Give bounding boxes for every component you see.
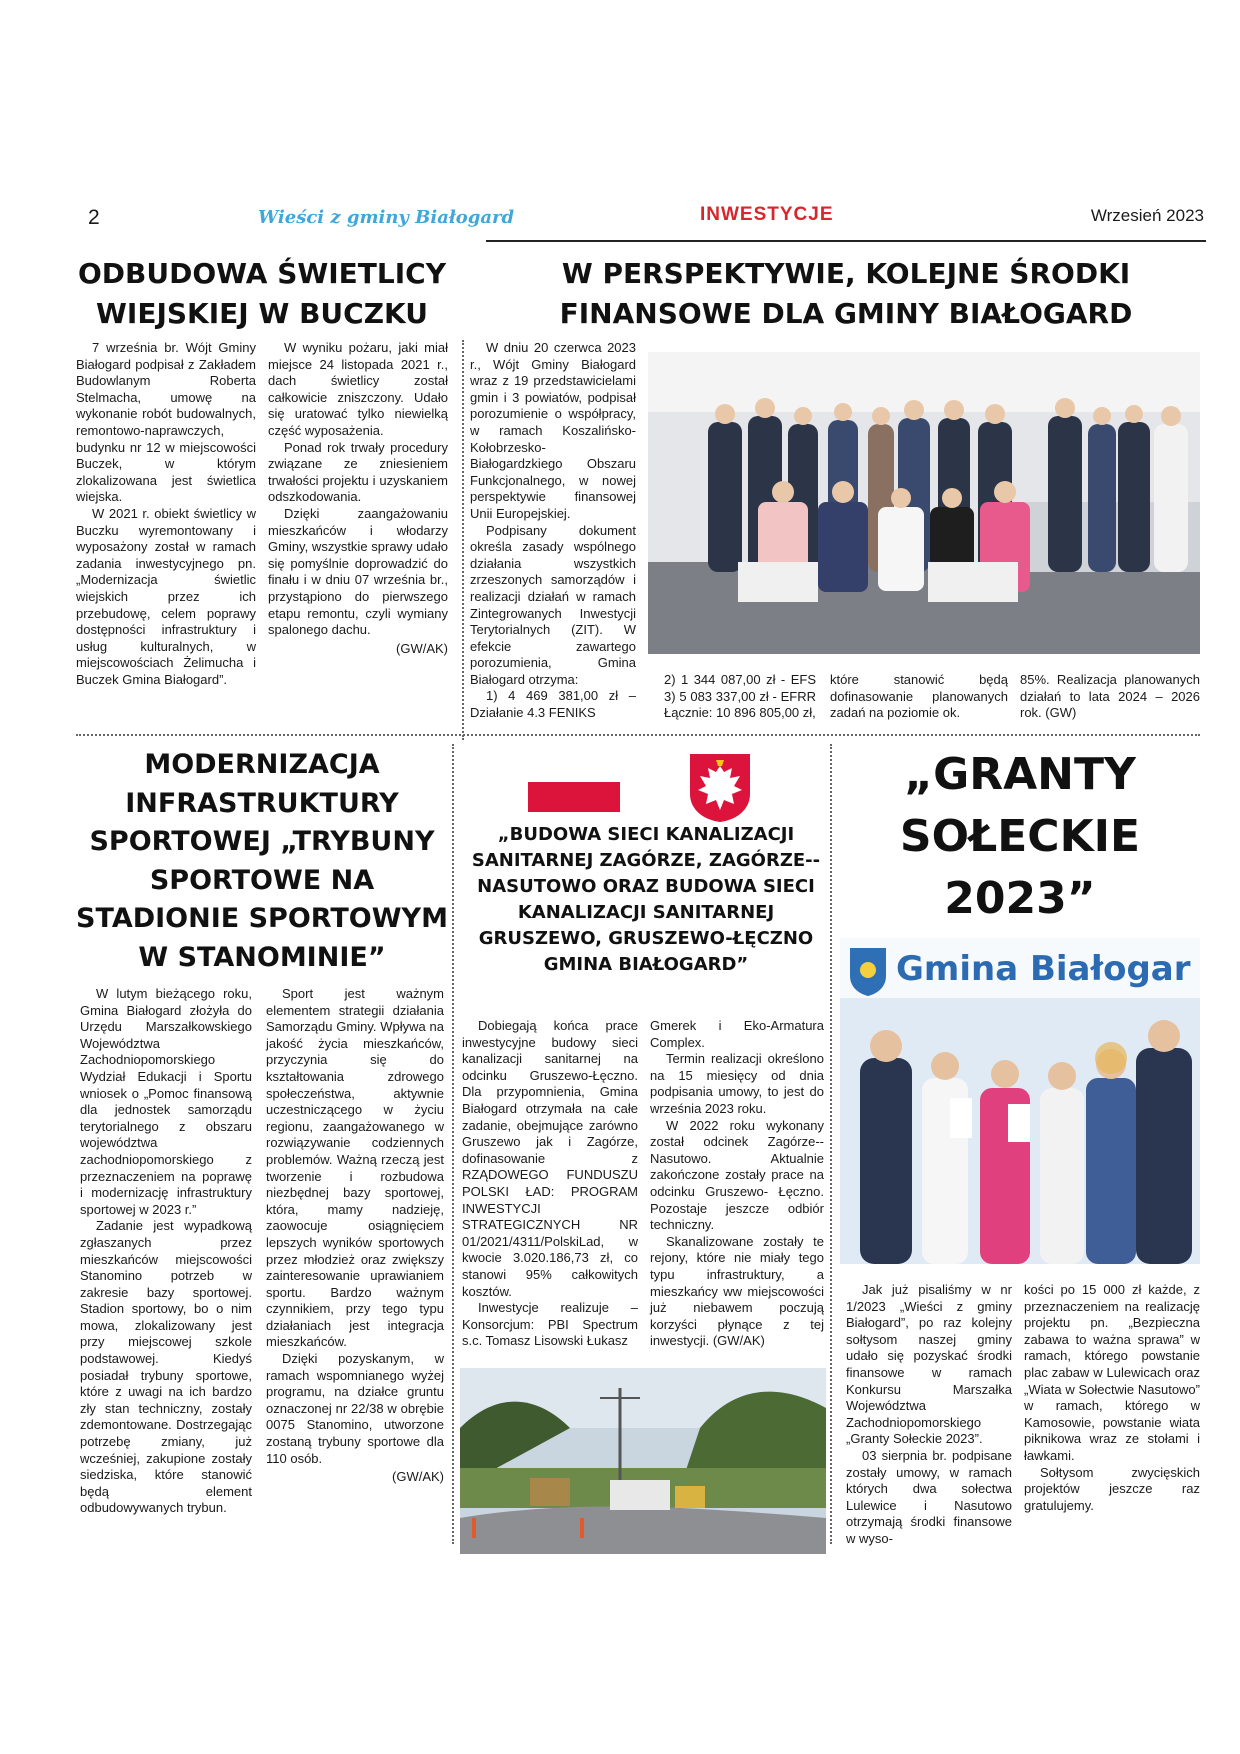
paragraph: Gmerek i Eko-Armatura Complex. — [650, 1018, 824, 1050]
article3-column1 — [80, 986, 252, 1517]
paragraph: W wyniku pożaru, jaki miał miejsce 24 listopada 2021 r., dach świetlicy został całkowicie zniszczony. Udało się uratować tylko niewielką część wyposażenia. — [268, 340, 448, 438]
paragraph: 1) 4 469 381,00 zł – Działanie 4.3 FENIKS — [470, 688, 636, 721]
polish-flag-red-stripe — [528, 782, 620, 812]
paragraph: W dniu 20 czerwca 2023 r., Wójt Gminy Białogard wraz z 19 przedstawicielami gmin i 3 powiatów, podpisał porozumienie o współpracy, w ramach Koszalińsko-Kołobrzesko-Białogardzkiego Obszaru Funkcjonalnego, w nowej perspektywie finansowej Unii Europejskiej. — [470, 340, 636, 521]
article1-column2 — [268, 340, 448, 657]
paragraph: Ponad rok trwały procedury związane ze zniesieniem trwałości projektu i uzyskaniem odszkodowania. — [268, 439, 448, 505]
newspaper-brand: Wieści z gminy Białogard — [258, 207, 515, 228]
paragraph: 03 sierpnia br. podpisane zostały umowy, w ramach których dwa sołectwa Lulewice i Nasutowo otrzymają środki finansowe w wyso- — [846, 1447, 1012, 1546]
paragraph: 7 września br. Wójt Gminy Białogard podpisał z Zakładem Budowlanym Roberta Stelmacha, umowę na wykonanie robót budowalnych, remontowo-naprawczych, budynku nr 12 w miejscowości Buczek, w którym zlokalizowana jest świetlica wiejska. — [76, 340, 256, 505]
article5-column2 — [1024, 1282, 1200, 1514]
paragraph: Zadanie jest wypadkową zgłaszanych przez mieszkańców miejscowości Stanomino potrzeb w zakresie bazy sportowej. Stadion sportowy, bo o nim mowa, zlokalizowany jest przy miejscowej szkole podstawowej. Kiedyś posiadał trybuny sportowe, które z uwagi na ich bardzo zły stan techniczny, zostały zdemontowane. Dostrzegając potrzebę zmiany, już wcześniej, zakupione zostały siedziska, które stanowić będą element odbudowywanych trybun. — [80, 1218, 252, 1516]
article3-column2 — [266, 986, 444, 1486]
construction-site-photo — [460, 1368, 826, 1554]
paragraph: Jak już pisaliśmy w nr 1/2023 „Wieści z gminy Białogard”, po raz kolejny sołtysom naszej gminy udało się pozyskać środki finansowe w ramach Konkursu Marszałka Województwa Zachodniopomorskiego „Granty Sołeckie 2023”. — [846, 1282, 1012, 1447]
paragraph: W 2022 roku wykonany został odcinek Zagórze--Nasutowo. Aktualnie zakończone zostały prace na odcinku Gruszewo- Łęczno. Pozostaje jeszcze odbiór techniczny. — [650, 1117, 824, 1233]
paragraph: Skanalizowane zostały te rejony, które nie miały tego typu infrastruktury, a mieszkańcy ww miejscowości już niebawem poczują korzyści płynące z tej inwestycji. (GW/AK) — [650, 1233, 824, 1349]
section-label: INWESTYCJE — [700, 204, 834, 225]
paragraph: Podpisany dokument określa zasady wspólnego działania wszystkich zrzeszonych samorządów i realizacji działań w ramach Zintegrowanych Inwestycji Terytorialnych (ZIT). W efekcie zawartego porozumienia, Gmina Białogard otrzyma: — [470, 522, 636, 687]
paragraph: W 2021 r. obiekt świetlicy w Buczku wyremontowany i wyposażony został w ramach zadania inwestycyjnego pn. „Modernizacja świetlic wiejskich przez ich przebudowę, celem poprawy dostępności infrastruktury i usług kulturalnych, w miejscowościach Żelimucha i Buczek Gmina Białogard”. — [76, 505, 256, 687]
article4-column2 — [650, 1018, 824, 1350]
paragraph: Sport jest ważnym elementem strategii działania Samorządu Gminy. Wpływa na jakość życia mieszkańców, przyczynia się do kształtowania zdrowego społeczeństwa, aktywnie uczestniczącego w życiu regionu, zaangażowanego w rozwiązywanie codziennych problemów. Ważną rzeczą jest tworzenie i rozbudowa niezbędnej bazy sportowej, która, mamy nadzieję, zaowocuje osiągnięciem lepszych wyników sportowych przez młodzież oraz zwiększy zainteresowanie uprawianiem sportu. Bardzo ważnym czynnikiem, przy tego typu działaniach jest integracja mieszkańców. — [266, 986, 444, 1350]
article4-title: „BUDOWA SIECI KANALIZACJI SANITARNEJ ZAGÓRZE, ZAGÓRZE--NASUTOWO ORAZ BUDOWA SIECI KANALIZACJI SANITARNEJ GRUSZEWO, GRUSZEWO-ŁĘCZNO GMINA BIAŁOGARD” — [471, 824, 821, 975]
paragraph: Dzięki zaangażowaniu mieszkańców i włodarzy Gminy, wszystkie sprawy udało się pomyślnie doprowadzić do finału i w dniu 07 września br., przystąpiono do pierwszego etapu remontu, czyli wymiany spalonego dachu. — [268, 505, 448, 638]
article1-column1 — [76, 340, 256, 688]
article5-column1 — [846, 1282, 1012, 1548]
paragraph: 85%. Realizacja planowanych działań to lata 2024 – 2026 rok. (GW) — [1020, 672, 1200, 721]
article2-column2 — [664, 672, 816, 722]
article5-title: „GRANTY SOŁECKIE 2023” — [899, 749, 1141, 924]
article1-title: ODBUDOWA ŚWIETLICY WIEJSKIEJ W BUCZKU — [78, 257, 446, 330]
paragraph: W lutym bieżącego roku, Gmina Białogard złożyła do Urzędu Marszałkowskiego Województwa Zachodniopomorskiego Wydział Edukacji i Sportu wniosek o „Pomoc finansową dla jednostek samorządu terytorialnego z obszaru województwa zachodniopomorskiego z przeznaczeniem na poprawę i modernizację infrastruktury sportowej w 2023 r.” — [80, 986, 252, 1217]
paragraph: Dobiegają końca prace inwestycyjne budowy sieci kanalizacji sanitarnej na odcinku Gruszewo-Łęczno. Dla przypomnienia, Gmina Białogard otrzymała na całe zadanie, obejmujące zarówno Gruszewo jak i Zagórze, dofinasowanie z RZĄDOWEGO FUNDUSZU POLSKI ŁAD: PROGRAM INWESTYCJI STRATEGICZNYCH NR 01/2021/4311/PolskiLad, w kwocie 3.020.186,73 zł, co stanowi 95% całkowitych kosztów. — [462, 1018, 638, 1299]
signature: (GW/AK) — [396, 640, 448, 656]
article2-column3 — [830, 672, 1008, 722]
paragraph: 2) 1 344 087,00 zł - EFS 3) 5 083 337,00 zł - EFRR Łącznie: 10 896 805,00 zł, — [664, 672, 816, 721]
paragraph: Dzięki pozyskanym, w ramach wspomnianego wyżej programu, na działce gruntu oznaczonej nr 22/38 w obrębie 0075 Stanomino, utworzone zostaną trybuny sportowe dla 110 osób. — [266, 1351, 444, 1466]
column-divider — [452, 744, 454, 1544]
paragraph: Inwestycje realizuje – Konsorcjum: PBI Spectrum s.c. Tomasz Lisowski Łukasz — [462, 1300, 638, 1349]
signing-group-photo — [648, 352, 1200, 654]
article2-title: W PERSPEKTYWIE, KOLEJNE ŚRODKI FINANSOWE DLA GMINY BIAŁOGARD — [559, 257, 1133, 330]
signature: (GW/AK) — [392, 1469, 444, 1485]
paragraph: Sołtysom zwycięskich projektów jeszcze raz gratulujemy. — [1024, 1464, 1200, 1513]
article4-column1 — [462, 1018, 638, 1350]
paragraph: Termin realizacji określono na 15 miesięcy od dnia podpisania umowy, to jest do września 2023 roku. — [650, 1051, 824, 1116]
article2-column4 — [1020, 672, 1200, 722]
header-rule — [486, 240, 1206, 242]
article3-title: MODERNIZACJA INFRASTRUKTURY SPORTOWEJ „TRYBUNY SPORTOWE NA STADIONIE SPORTOWYM W STANOMINIE” — [76, 749, 448, 973]
paragraph: kości po 15 000 zł każde, z przeznaczeniem na realizację projektu pn. „Bezpieczna zabawa to ważna sprawa” w ramach, którego powstanie plac zabaw w Lulewicach oraz „Wiata w Sołectwie Nasutowo” w ramach, którego w Kamosowie, powstanie wiata piknikowa wraz ze stołami i ławkami. — [1024, 1282, 1200, 1463]
banner-text: Gmina Białogar — [896, 949, 1191, 989]
polish-eagle-emblem-icon — [688, 752, 752, 824]
column-divider — [462, 340, 464, 740]
polish-flag-white-stripe — [528, 756, 620, 782]
page-number: 2 — [88, 206, 100, 229]
issue-date: Wrzesień 2023 — [1090, 206, 1204, 225]
grant-winners-photo — [840, 938, 1200, 1264]
article2-column1 — [470, 340, 636, 722]
row-divider — [76, 734, 1200, 736]
paragraph: które stanowić będą dofinasowanie planowanych zadań na poziomie ok. — [830, 672, 1008, 721]
